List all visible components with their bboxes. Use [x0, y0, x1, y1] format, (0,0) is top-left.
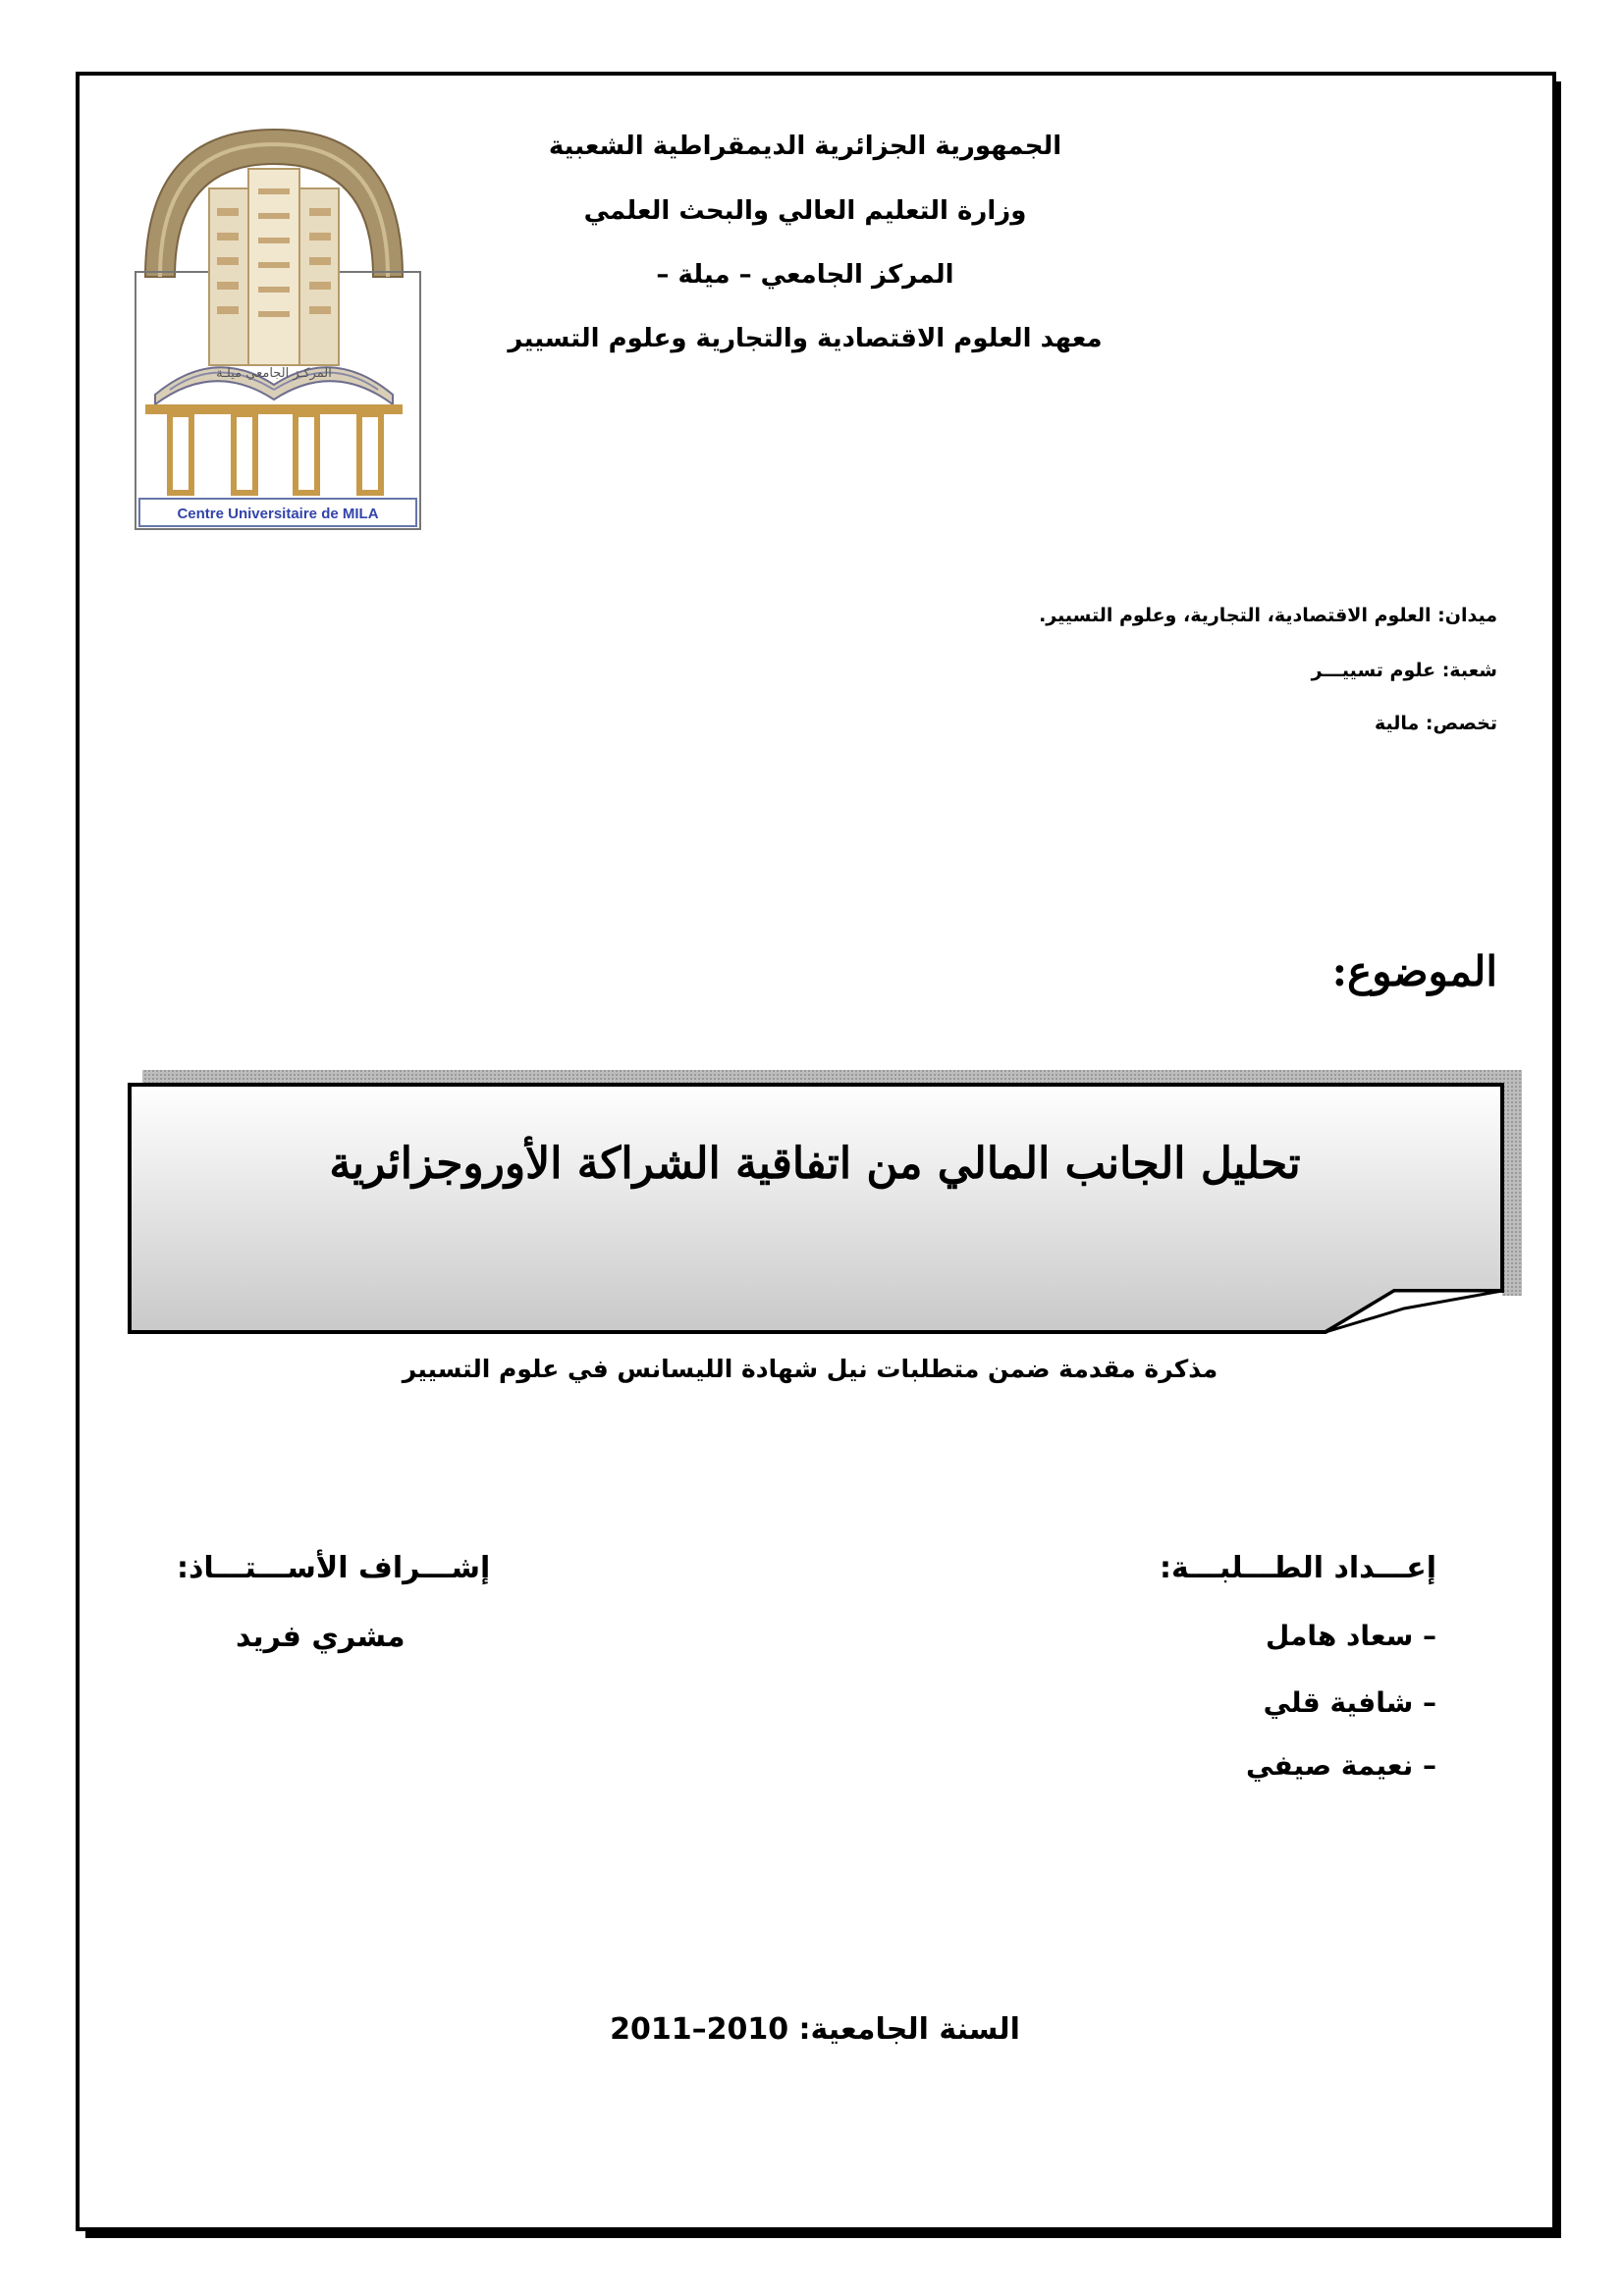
supervisor-name: مشري فريد	[236, 1620, 406, 1654]
page-border-shadow-right	[1556, 81, 1561, 2238]
students-label: إعـــداد الطـــلبـــة:	[1160, 1551, 1436, 1585]
supervisor-label: إشـــراف الأســـتـــاذ:	[177, 1551, 491, 1585]
logo-arabic-text: المركـز الجامعي ميلـة	[216, 366, 332, 381]
student-name-1: – سعاد هامل	[1266, 1620, 1436, 1652]
academic-year: السنة الجامعية: 2010–2011	[610, 2012, 1020, 2047]
header-republic: الجمهورية الجزائرية الديمقراطية الشعبية	[548, 132, 1062, 161]
page-border-shadow-bottom	[85, 2231, 1561, 2238]
header-institute: معهد العلوم الاقتصادية والتجارية وعلوم التسيير	[508, 324, 1103, 353]
field-specialty: تخصص: مالية	[1375, 713, 1497, 734]
header-center: المركز الجامعي – ميلة –	[656, 260, 954, 290]
student-name-3: – نعيمة صيفي	[1246, 1749, 1436, 1782]
university-logo	[116, 110, 432, 540]
header-ministry: وزارة التعليم العالي والبحث العلمي	[583, 196, 1027, 226]
memo-statement: مذكرة مقدمة ضمن متطلبات نيل شهادة الليسانس في علوم التسيير	[402, 1355, 1218, 1383]
field-domain: ميدان: العلوم الاقتصادية، التجارية، وعلوم التسيير.	[1039, 605, 1497, 626]
subject-label: الموضوع:	[1331, 947, 1497, 995]
field-branch: شعبة: علوم تسييـــر	[1311, 660, 1497, 681]
student-name-2: – شافية قلي	[1263, 1686, 1436, 1719]
logo-caption: Centre Universitaire de MILA	[177, 506, 379, 522]
title-banner	[128, 1065, 1522, 1335]
subject-title: تحليل الجانب المالي من اتفاقية الشراكة الأوروجزائرية	[329, 1139, 1301, 1189]
